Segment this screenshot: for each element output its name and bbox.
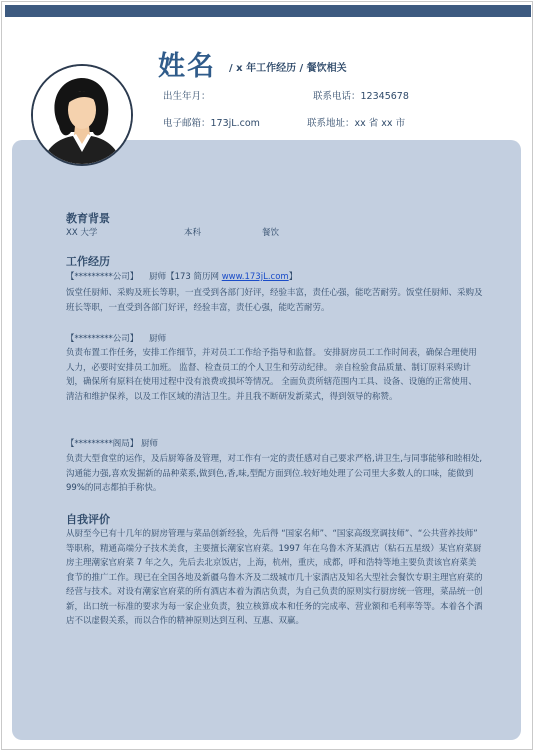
education-title: 教育背景 [66,212,110,225]
candidate-subtitle: / x 年工作经历 / 餐饮相关 [229,63,347,74]
job-3-header [66,437,158,449]
job-1-company: 【*********公司】 [66,272,139,282]
phone-value: 12345678 [360,91,409,102]
email-value: 173jL.com [210,118,260,129]
job-2-description: 负责布置工作任务，安排工作细节，并对员工工作给予指导和监督。 安排厨房员工工作时间表，确保合理使用人力，必要时安排员工加班。 监督、检查员工的个人卫生和劳动纪律。 亲自检验食品质量、制订原料采购计划，确保所有原料在使用过程中没有浪费或损坏等情况。 全面负责所辖范围内工具、设备、设施的正常使用、清洁和维护保养，以及工作区域的清洁卫生。并且我不断研发新菜式，得到领导的称赞。 [66,348,477,402]
self-eval-title: 自我评价 [66,513,110,526]
job-1-header [66,270,297,282]
phone-label: 联系电话： [313,91,361,102]
job-1-description: 饭堂任厨师、采购及班长等职，一直受到各部门好评，经验丰富，责任心强，能吃苦耐劳。饭堂任厨师、采购及班长等职，一直受到各部门好评，经验丰富，责任心强，能吃苦耐劳。 [66,288,483,313]
job-2-company: 【*********公司】 [66,334,139,344]
job-1-link[interactable]: www.173jL.com [221,272,289,282]
portrait-illustration [33,66,131,164]
top-banner [5,5,531,17]
phone-field [313,88,409,102]
job-2-role: 厨师 [149,334,167,344]
education-major: 餐饮 [262,228,280,238]
education-school: XX 大学 [66,228,98,238]
address-field [307,115,405,129]
avatar-portrait-icon [31,64,133,166]
job-1-role-end: 】 [288,272,298,282]
education-degree: 本科 [184,228,202,238]
job-3-description: 负责大型食堂的运作，及后厨筹备及管理，对工作有一定的责任感对自己要求严格,讲卫生,与同事能够和睦相处,沟通能力强,喜欢发掘新的品种菜系,做到色,香,味,型配方面到位.较好地处理了公司里大多数人的口味，能做到 99%的同志都拍手称快。 [66,454,483,493]
email-label: 电子邮箱： [163,118,211,129]
candidate-name: 姓名 [158,51,216,82]
email-field [163,115,260,129]
birth-label: 出生年月： [163,91,211,102]
self-eval-text: 从厨至今已有十几年的厨房管理与菜品创新经验，先后得 “国家名师”、“国家高级烹调技师”、“公共营养技师” 等职称，精通高端分子技术美食，主要擅长潮家官府菜。1997 年在乌鲁木齐某酒店（粘石五星级）某官府菜厨房主理潮家官府菜 7 年之久，先后去北京饭店，上海，杭州，重庆，成都，呼和浩特等地主要负责该官府菜美食节的推广工作。现已在全国各地及新疆乌鲁木齐及二级城市几十家酒店及知名大型社会餐饮专职主理官府菜的经营与技术。对设有潮家官府菜的所有酒店本着为酒店负责，为自己负责的原则实行厨房统一管理，菜品统一创新，出口统一标准的要求为每一家企业负责，独立核算成本和任务的完成率、营业额和毛利率等等。本着各个酒店不以虚假关系，而以合作的精神原则达到互利、互惠、双赢。 [66,529,483,626]
job-3-role: 厨师 [140,439,158,449]
job-1-role: 厨师【173 简历网 [149,272,222,282]
birth-field [163,88,211,102]
job-2-header [66,332,166,344]
work-title: 工作经历 [66,255,110,268]
address-value: xx 省 xx 市 [354,118,406,129]
job-3-company: 【*********阁局】 [66,439,139,449]
address-label: 联系地址： [307,118,355,129]
